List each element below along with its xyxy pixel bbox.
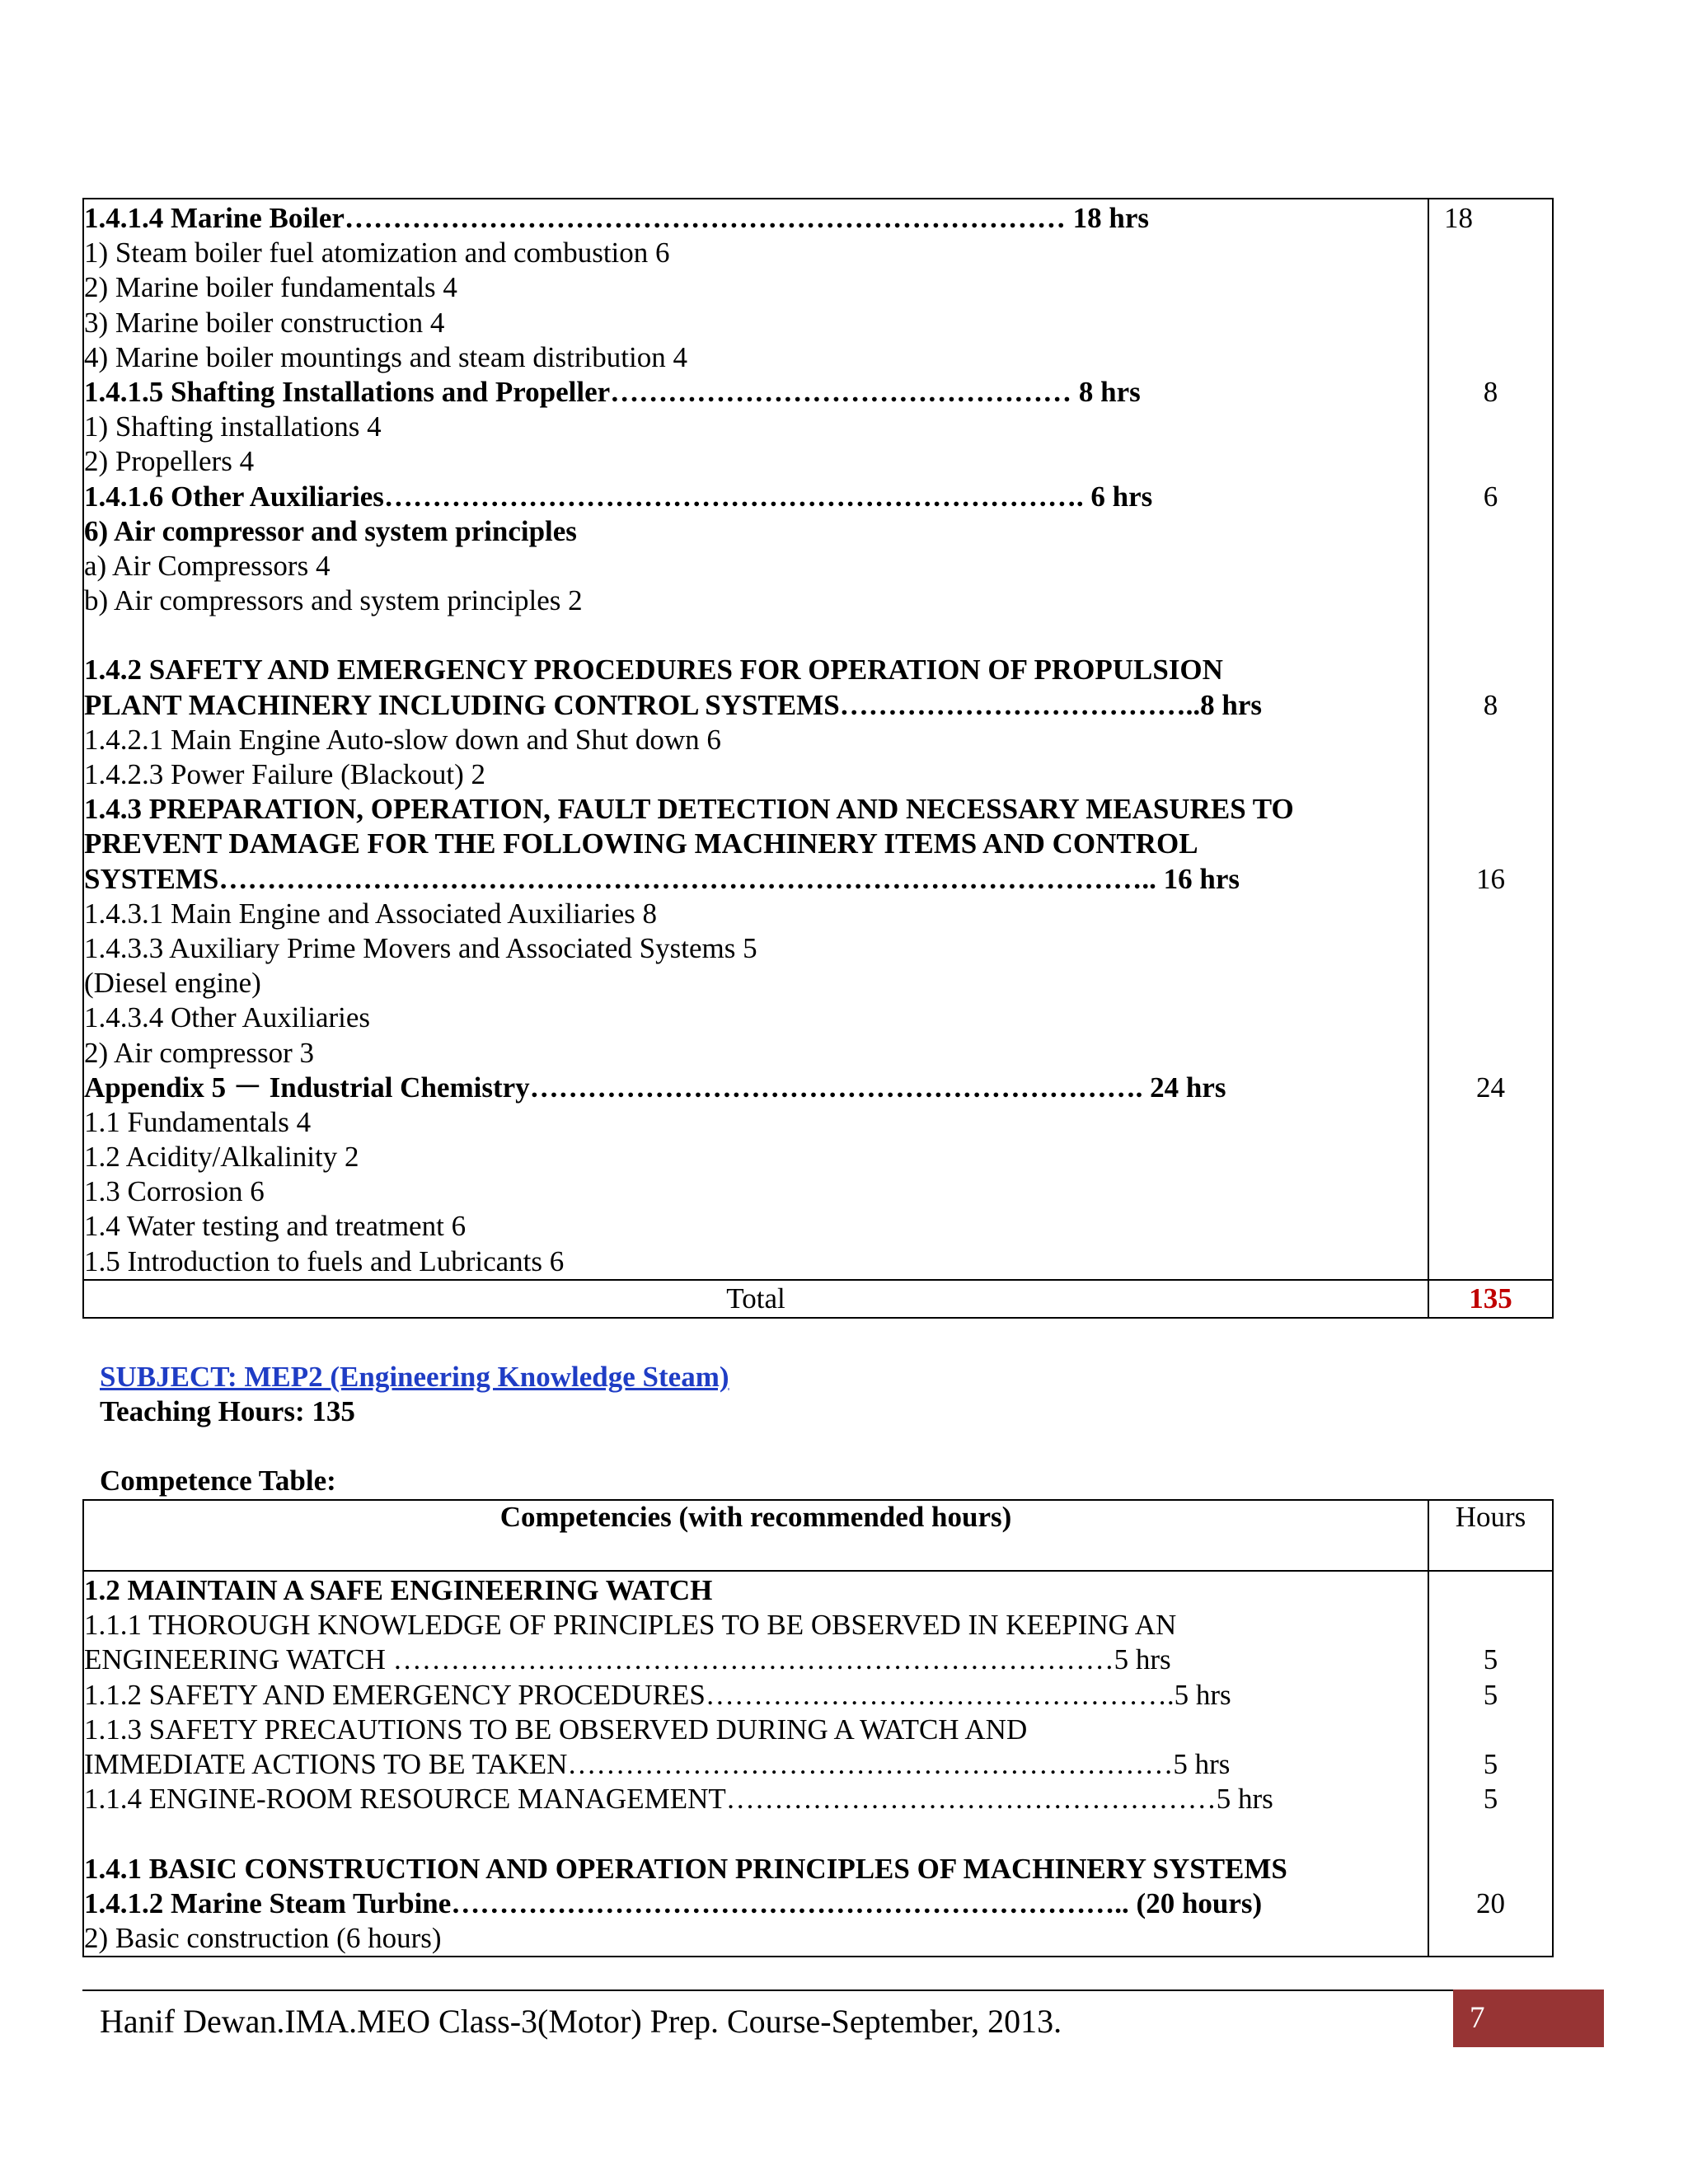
hours-value — [1429, 340, 1552, 375]
hours-value — [1429, 618, 1552, 653]
hours-value — [1429, 270, 1552, 305]
text-line: SYSTEMS…………………………………………………………………………………….. 16 hrs — [84, 862, 1240, 895]
hours-value — [1429, 1608, 1552, 1643]
hours-value — [1429, 1105, 1552, 1140]
competency-lines — [84, 1573, 1428, 1956]
page-number: 7 — [1453, 1990, 1604, 2047]
text-line: 1.4.1.5 Shafting Installations and Propeller………………………………………… 8 hrs — [84, 375, 1141, 408]
hours-lines — [1429, 201, 1552, 1279]
hours-value — [1429, 1816, 1552, 1851]
text-line: 2) Air compressor 3 — [84, 1036, 314, 1069]
text-line: 1.1.4 ENGINE-ROOM RESOURCE MANAGEMENT……………………………………………5 hrs — [84, 1783, 1273, 1816]
text-line: PREVENT DAMAGE FOR THE FOLLOWING MACHINERY ITEMS AND CONTROL — [84, 827, 1198, 860]
header-hours: Hours — [1428, 1500, 1553, 1571]
blank-line — [84, 1816, 1428, 1851]
text-line: 1.4.2.3 Power Failure (Blackout) 2 — [84, 758, 485, 790]
total-row — [83, 1280, 1553, 1318]
hours-value — [1429, 1921, 1552, 1956]
text-line: 1) Steam boiler fuel atomization and combustion 6 — [84, 237, 670, 269]
text-line: 1.2 MAINTAIN A SAFE ENGINEERING WATCH — [84, 1574, 713, 1606]
hours-value — [1429, 966, 1552, 1001]
text-line: 1.4.3.4 Other Auxiliaries — [84, 1001, 371, 1034]
text-line: 1.4 Water testing and treatment 6 — [84, 1210, 467, 1243]
text-line: 1.5 Introduction to fuels and Lubricants 6 — [84, 1244, 565, 1277]
text-line: 1.2 Acidity/Alkalinity 2 — [84, 1141, 359, 1174]
text-line: 2) Basic construction (6 hours) — [84, 1921, 442, 1954]
hours-value: 5 — [1483, 1678, 1498, 1711]
hours-value: 24 — [1476, 1071, 1505, 1104]
hours-value: 5 — [1483, 1643, 1498, 1676]
hours-value: 8 — [1483, 688, 1498, 721]
text-line: 1.1 Fundamentals 4 — [84, 1105, 312, 1138]
hours-value: 5 — [1483, 1747, 1498, 1780]
blank-line — [84, 618, 1428, 653]
footer-divider — [82, 1990, 1552, 1991]
hours-value — [1429, 236, 1552, 270]
text-line: 1.1.2 SAFETY AND EMERGENCY PROCEDURES………………………………………….5 hrs — [84, 1678, 1231, 1711]
syllabus-table-mep1 — [82, 198, 1554, 1319]
text-line: IMMEDIATE ACTIONS TO BE TAKEN………………………………………………………5 hrs — [84, 1747, 1231, 1780]
hours-cell — [1428, 1571, 1553, 1957]
text-line: 1.4.3.1 Main Engine and Associated Auxiliaries 8 — [84, 897, 658, 930]
competence-table-mep2 — [82, 1499, 1554, 1957]
hours-value — [1429, 410, 1552, 444]
text-line: a) Air Compressors 4 — [84, 549, 331, 582]
text-line: ENGINEERING WATCH …………………………………………………………………5 hrs — [84, 1643, 1171, 1676]
hours-value — [1429, 549, 1552, 583]
hours-value — [1429, 444, 1552, 479]
teaching-hours: Teaching Hours: 135 — [100, 1395, 355, 1427]
hours-value — [1429, 583, 1552, 618]
hours-value — [1429, 1713, 1552, 1747]
hours-value — [1429, 1209, 1552, 1244]
text-line: 1) Shafting installations 4 — [84, 410, 382, 443]
hours-value — [1429, 757, 1552, 792]
hours-value — [1429, 1036, 1552, 1071]
text-line: 1.4.1.2 Marine Steam Turbine…………………………………………………………….. (20 hours) — [84, 1886, 1263, 1919]
hours-value — [1429, 1244, 1552, 1279]
hours-value — [1429, 931, 1552, 966]
text-line: 1.1.3 SAFETY PRECAUTIONS TO BE OBSERVED DURING A WATCH AND — [84, 1713, 1028, 1746]
text-line: 1.4.1.4 Marine Boiler………………………………………………………………… 18 hrs — [84, 202, 1150, 234]
text-line: 3) Marine boiler construction 4 — [84, 306, 445, 339]
hours-value: 16 — [1476, 862, 1505, 895]
hours-value: 20 — [1476, 1886, 1505, 1919]
hours-value: 18 — [1444, 202, 1473, 234]
total-label: Total — [83, 1280, 1428, 1318]
text-line: 1.4.2.1 Main Engine Auto-slow down and Shut down 6 — [84, 723, 721, 756]
header-competencies: Competencies (with recommended hours) — [83, 1500, 1428, 1571]
hours-value: 8 — [1483, 375, 1498, 408]
text-line: 1.4.1 BASIC CONSTRUCTION AND OPERATION PRINCIPLES OF MACHINERY SYSTEMS — [84, 1852, 1287, 1885]
hours-value — [1429, 1852, 1552, 1886]
text-line: Appendix 5 － Industrial Chemistry………………………………………………………. 24 hrs — [84, 1071, 1226, 1104]
hours-value — [1429, 1140, 1552, 1174]
text-line: b) Air compressors and system principles 2 — [84, 584, 583, 617]
total-value: 135 — [1428, 1280, 1553, 1318]
footer-text: Hanif Dewan.IMA.MEO Class-3(Motor) Prep. Course-September, 2013. — [100, 2003, 1062, 2040]
hours-value — [1429, 827, 1552, 861]
text-line: 1.4.3 PREPARATION, OPERATION, FAULT DETECTION AND NECESSARY MEASURES TO — [84, 793, 1294, 826]
text-line: (Diesel engine) — [84, 967, 261, 1000]
hours-value — [1429, 306, 1552, 340]
text-line: 1.1.1 THOROUGH KNOWLEDGE OF PRINCIPLES TO BE OBSERVED IN KEEPING AN — [84, 1609, 1177, 1642]
text-line: 1.4.3.3 Auxiliary Prime Movers and Associated Systems 5 — [84, 931, 757, 964]
text-line: 1.4.1.6 Other Auxiliaries………………………………………………………………. 6 hrs — [84, 480, 1153, 513]
hours-cell — [1428, 199, 1553, 1280]
hours-value: 6 — [1483, 480, 1498, 513]
hours-value — [1429, 1174, 1552, 1209]
table-header-row — [83, 1500, 1553, 1571]
hours-value — [1429, 1001, 1552, 1035]
competency-cell — [83, 199, 1428, 1280]
hours-value — [1429, 514, 1552, 549]
text-line: 1.4.2 SAFETY AND EMERGENCY PROCEDURES FOR OPERATION OF PROPULSION — [84, 654, 1223, 687]
competence-table-title: Competence Table: — [100, 1465, 336, 1497]
table-row — [83, 199, 1553, 1280]
hours-value — [1429, 653, 1552, 687]
text-line: 2) Marine boiler fundamentals 4 — [84, 271, 457, 304]
competency-cell — [83, 1571, 1428, 1957]
hours-value — [1429, 723, 1552, 757]
text-line: 4) Marine boiler mountings and steam distribution 4 — [84, 340, 687, 373]
text-line: 2) Propellers 4 — [84, 445, 255, 478]
table-row — [83, 1571, 1553, 1957]
hours-lines — [1429, 1573, 1552, 1956]
text-line: 1.3 Corrosion 6 — [84, 1175, 265, 1208]
hours-value — [1429, 792, 1552, 827]
hours-value: 5 — [1483, 1783, 1498, 1816]
hours-value — [1429, 1573, 1552, 1608]
subject-link[interactable]: SUBJECT: MEP2 (Engineering Knowledge Steam) — [100, 1361, 729, 1393]
competency-lines — [84, 201, 1428, 1279]
text-line: 6) Air compressor and system principles — [84, 514, 577, 547]
hours-value — [1429, 897, 1552, 931]
text-line: PLANT MACHINERY INCLUDING CONTROL SYSTEMS………………………………..8 hrs — [84, 688, 1263, 721]
